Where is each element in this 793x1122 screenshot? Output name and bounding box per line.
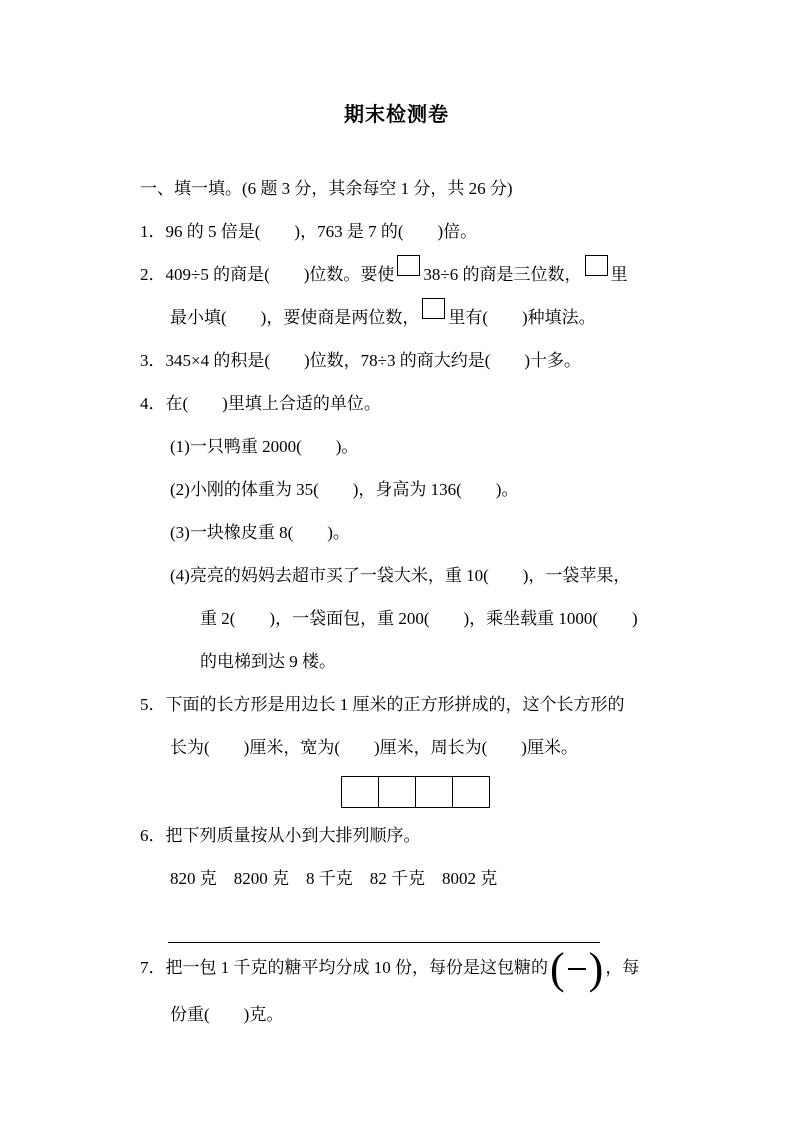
question-6-values: 820 克 8200 克 8 千克 82 千克 8002 克 bbox=[170, 869, 498, 888]
blank-box bbox=[397, 255, 420, 276]
answer-blank-line bbox=[168, 942, 600, 943]
unit-square-cell bbox=[378, 776, 416, 808]
question-7-line-2: 份重( )克。 bbox=[170, 1005, 284, 1024]
question-4: 4．在( )里填上合适的单位。 bbox=[140, 394, 381, 413]
question-4-item-3: (3)一块橡皮重 8( )。 bbox=[170, 523, 350, 542]
unit-square-cell bbox=[452, 776, 490, 808]
unit-square-grid bbox=[341, 776, 490, 808]
question-2-text-e: 里有( )种填法。 bbox=[448, 308, 596, 327]
unit-square-cell bbox=[415, 776, 453, 808]
question-5-line-1: 5．下面的长方形是用边长 1 厘米的正方形拼成的，这个长方形的 bbox=[140, 695, 625, 714]
question-6-answer-row bbox=[140, 900, 700, 945]
question-4-item-4-line-1: (4)亮亮的妈妈去超市买了一袋大米，重 10( )，一袋苹果， bbox=[170, 566, 631, 585]
left-paren: ( bbox=[550, 944, 565, 993]
question-6: 6．把下列质量按从小到大排列顺序。 bbox=[140, 826, 421, 845]
fraction-blank bbox=[550, 945, 603, 993]
blank-box bbox=[422, 298, 445, 319]
page-title: 期末检测卷 bbox=[344, 104, 449, 126]
unit-square-cell bbox=[341, 776, 379, 808]
question-7-line-1 bbox=[140, 945, 700, 993]
question-2-text-a: 2．409÷5 的商是( )位数。要使 bbox=[140, 265, 395, 284]
question-2-text-d: 最小填( )，要使商是两位数， bbox=[170, 308, 420, 327]
question-4-item-4-line-3: 的电梯到达 9 楼。 bbox=[200, 652, 336, 671]
question-5-line-2: 长为( )厘米，宽为( )厘米，周长为( )厘米。 bbox=[170, 738, 578, 757]
question-2-text-c: 里 bbox=[610, 265, 628, 284]
question-2-text-b: 38÷6 的商是三位数， bbox=[423, 265, 582, 284]
right-paren: ) bbox=[588, 944, 604, 993]
question-2-line-1 bbox=[140, 253, 700, 296]
question-3: 3．345×4 的积是( )位数，78÷3 的商大约是( )十多。 bbox=[140, 351, 582, 370]
question-4-item-4-line-2: 重 2( )，一袋面包，重 200( )，乘坐载重 1000( ) bbox=[200, 609, 638, 628]
question-7-text-b: ，每 bbox=[605, 957, 640, 977]
section-heading: 一、填一填。(6 题 3 分，其余每空 1 分，共 26 分) bbox=[140, 179, 513, 198]
question-4-item-1: (1)一只鸭重 2000( )。 bbox=[170, 437, 359, 456]
question-1: 1．96 的 5 倍是( )，763 是 7 的( )倍。 bbox=[140, 222, 478, 241]
question-4-item-2: (2)小刚的体重为 35( )，身高为 136( )。 bbox=[170, 480, 519, 499]
paper-body bbox=[140, 167, 700, 1036]
question-7-text-a: 7．把一包 1 千克的糖平均分成 10 份，每份是这包糖的 bbox=[140, 957, 548, 977]
fraction-bar bbox=[568, 968, 586, 970]
question-5-figure-row bbox=[140, 769, 700, 814]
blank-box bbox=[585, 255, 608, 276]
question-2-line-2 bbox=[140, 296, 700, 339]
